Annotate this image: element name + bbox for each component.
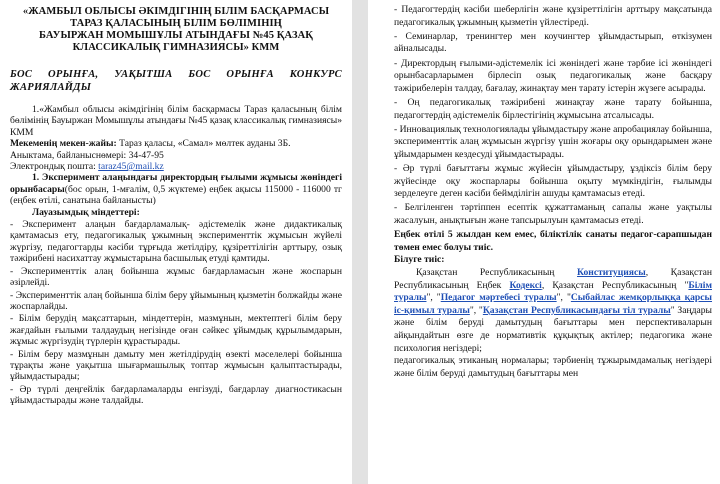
duty-item: - Әр түрлі деңгейлік бағдарламаларды енгізуді, бағдарлау диагностикасын ұйымдастырады және талдайды.: [10, 383, 342, 407]
title-line: КЛАССИКАЛЫҚ ГИМНАЗИЯСЫ» КММ: [72, 42, 280, 53]
law-text: Қазақстан Республикасының: [416, 267, 578, 279]
legal-references: [394, 267, 712, 355]
duty-item: - Білім беру мазмұнын дамыту мен жетілдірудің өзекті мәселелері бойынша тұрақты және уақытша шығармашылық топтар жұмысын қалыптастырады, ұйымдастырады;: [10, 348, 342, 383]
duty-item: - Эксперименттік алаң бойынша жұмыс бағдарламасын және жоспарын әзірлейді.: [10, 265, 342, 289]
constitution-link[interactable]: Конституциясы: [577, 267, 646, 279]
email-link[interactable]: taraz45@mail.kz: [98, 161, 164, 173]
document-page-left: [0, 0, 352, 484]
language-law-link[interactable]: Қазақстан Республикасындағы тіл туралы: [482, 304, 671, 316]
vacancy-title: 1. Эксперимент алаңындағы директордың ғылыми жұмысы жөніндегі орынбасары: [10, 172, 342, 195]
title-line: БАУЫРЖАН МОМЫШҰЛЫ АТЫНДАҒЫ №45 ҚАЗАҚ: [39, 30, 313, 41]
education-law-link[interactable]: Білім туралы: [394, 279, 712, 304]
teacher-status-law-link[interactable]: Педагог мәртебесі туралы: [440, 292, 557, 304]
law-text: ", ": [469, 304, 483, 316]
page-gap: [352, 0, 368, 484]
title-line: «ЖАМБЫЛ ОБЛЫСЫ ӘКІМДІГІНІҢ БІЛІМ БАСҚАРМАСЫ: [22, 6, 330, 17]
duty-item: - Инновациялық технологиялады ұйымдастыру және апробациялау бойынша, эксперименттік алаң жұмысын жүргізу үшін жоғары оқу орындарымен және ұйымдарымен кездесуді ұйымдастырады.: [394, 123, 712, 160]
address-line: [10, 138, 342, 149]
law-text: ", ": [556, 292, 571, 304]
organization-name: 1.«Жамбыл облысы әкімдігінің білім басқармасы Тараз қаласының білім бөлімінің Бауыржан Момышұлы атындағы №45 қазақ классикалық гимназиясы» КММ: [10, 104, 342, 138]
announcement-subtitle: БОС ОРЫНҒА, УАҚЫТША БОС ОРЫНҒА КОНКУРС ЖАРИЯЛАЙДЫ: [10, 69, 342, 93]
duty-item: - Эксперименттік алаң бойынша білім беру ұйымының қызметін болжайды және жоспарлайды.: [10, 289, 342, 312]
ethics-paragraph: педагогикалық этиканың нормалары; тәрбиенің тұжырымдамалық негіздері және білім беруді дамытудың бағыттары мен: [394, 355, 712, 379]
law-text: , Қазақстан Республикасының ": [541, 279, 689, 291]
law-text: , Қазақстан Республикасының Еңбек: [394, 267, 713, 291]
address-label: Мекеменің мекен-жайы:: [10, 138, 117, 150]
anticorruption-law-link[interactable]: Сыбайлас жемқорлыққа қарсы іс-қимыл туралы: [394, 292, 713, 316]
email-label: Электрондық пошта:: [10, 161, 99, 173]
must-know-heading: Білуге тиіс:: [394, 254, 445, 266]
duty-item: - Семинарлар, тренингтер мен коучингтер ұйымдастырып, өткізумен айналысады.: [394, 30, 712, 55]
email-line: [10, 161, 342, 172]
duty-item: - Белгіленген тәртіппен есептік құжаттаманың сапалы және уақтылы жасалуын, анықтығын және тапсырылуын қамтамасыз етеді.: [394, 202, 712, 227]
duty-item: - Оң педагогикалық тәжірибені жинақтау және тарату бойынша, педагогтердің әдістемелік бірлестігінің жұмысына атсалысады.: [394, 96, 712, 121]
title-line: ТАРАЗ ҚАЛАСЫНЫҢ БІЛІМ БӨЛІМІНІҢ: [70, 18, 282, 29]
duties-heading: Лауазымдық міндеттері:: [32, 206, 140, 218]
duty-item: - Педагогтердің кәсіби шеберлігін және құзіреттілігін арттыру мақсатында педагогикалық ұжымның қызметін үйлестіреді.: [394, 4, 712, 28]
duty-item: - Директордың ғылыми-әдістемелік ісі жөніндегі және тәрбие ісі жөніндегі орынбасарларымен бірлесіп озық педагогикалық және басқару тәжірибелерін талдау, бағалау, жинақтау мен тарату істерін жүзеге асырады.: [394, 57, 712, 94]
vacancy-description: [10, 172, 342, 206]
duty-item: - Әр түрлі бағыттағы жұмыс жүйесін ұйымдастыру, ұздіксіз білім беру жүйесінде оқу жоспарлары бойынша оқыту мүмкіндігін, ғылымды зерделеуге деген кәсіби беймділігін ашуды қамтамасыз етеді.: [394, 163, 712, 200]
address-value: Тараз қаласы, «Самал» мөлтек ауданы 3Б.: [116, 138, 291, 150]
document-title: [10, 6, 342, 54]
duty-item: - Эксперимент алаңын бағдарламалық- әдістемелік және дидактикалық қамтамасыз ету, педагогикалық ұжымның эксперименттік жұмысын жүйелі жүргізу, педагогтарды кәсіби тұрғыда жетілдіру, құзіреттілігін арттыру, озық тәжірибені насихаттау жұмыстарына басшылық етуді қамтиды.: [10, 219, 342, 265]
vacancy-terms: (бос орын, 1-мғалім, 0,5 жүктеме) еңбек ақысы 115000 - 116000 тг (еңбек өтілі, санатына байланысты): [10, 183, 342, 207]
requirements-text: Еңбек өтілі 5 жылдан кем емес, біліктілік санаты педагог-сарапшыдан төмен емес болуы тиіс.: [394, 229, 712, 253]
law-text: ", ": [426, 292, 441, 304]
document-page-right: [368, 0, 720, 484]
phone-line: Аныктама, байланыснөмері: 34-47-95: [10, 149, 164, 161]
labor-code-link[interactable]: Кодексі: [509, 279, 542, 291]
law-text: " Заңдары және білім беруді дамытудың бағыттары мен перспективаларын айқындайтын өзге де нормативтік құқықтық актілер; педагогика және психология негіздері;: [394, 304, 713, 354]
duty-item: - Білім берудің мақсаттарын, міндеттерін, мазмұнын, мектептегі білім беру жағдайын ғылыми талдаудың негізінде оған сәйкес ұйымдық құрылымдарын, жұмыс жүргізудің түрлерін құрастырады.: [10, 313, 342, 348]
